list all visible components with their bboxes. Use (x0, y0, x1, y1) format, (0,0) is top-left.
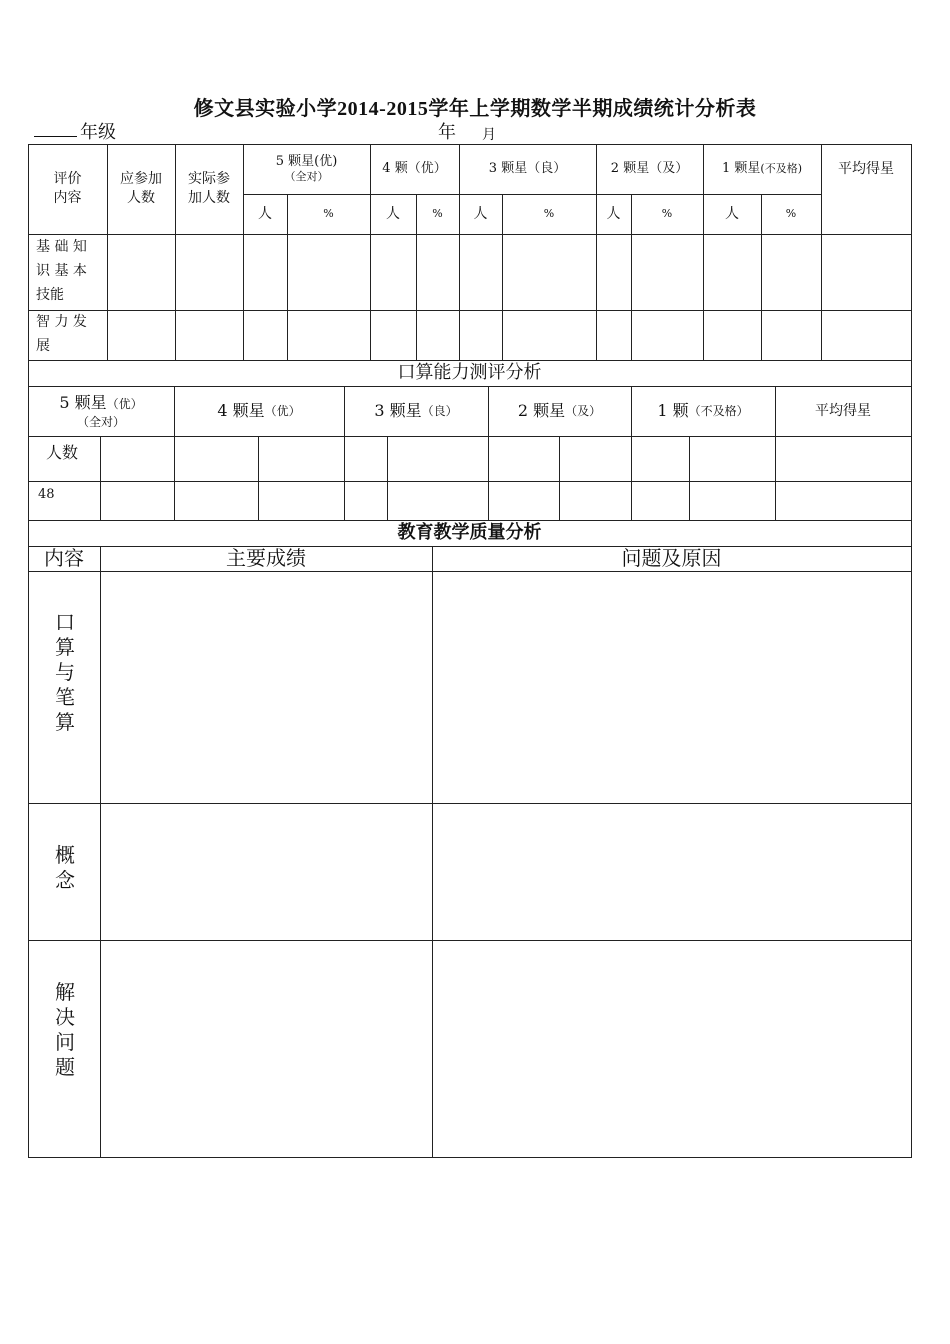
oral-star3-label: 3 颗星 (374, 401, 422, 421)
grade-label: 年级 (80, 122, 116, 143)
subheader-star3-person: 人 (473, 205, 488, 222)
quality-row-oral-written: 口 算 与 笔 算 (55, 610, 75, 734)
oral-row-count-label: 人数 (46, 443, 79, 462)
oral-star4-note: （优） (264, 403, 301, 418)
quality-col-content: 内容 (44, 546, 84, 570)
oral-star1-note: （不及格） (688, 403, 749, 418)
header-star3: 3 颗星（良） (488, 161, 567, 177)
oral-star2-note: （及） (565, 403, 602, 418)
quality-col-problems: 问题及原因 (621, 546, 722, 570)
subheader-star1-person: 人 (725, 205, 739, 222)
header-should-attend: 应参加 人数 (120, 171, 162, 206)
oral-star5-note-b: （全对） (76, 414, 125, 429)
header-star4: 4 颗（优） (382, 161, 447, 177)
oral-section-title: 口算能力测评分析 (397, 361, 542, 383)
oral-header-star1 (631, 386, 775, 436)
subheader-star3-percent: % (543, 206, 555, 220)
header-star1-note: (不及格) (760, 161, 802, 175)
quality-section-title: 教育教学质量分析 (397, 521, 542, 543)
problems-field-problem-solving[interactable] (433, 941, 910, 1156)
subheader-star4-person: 人 (386, 205, 400, 222)
header-star5-note: （全对） (284, 170, 329, 184)
subheader-star5-percent: % (323, 206, 334, 220)
oral-header-average: 平均得星 (815, 402, 871, 419)
oral-header-star4 (174, 386, 344, 436)
grade-blank-line[interactable] (34, 136, 77, 137)
problems-field-concepts[interactable] (433, 804, 910, 939)
subheader-star2-percent: % (661, 206, 673, 220)
row-label-basic-skills: 基 础 知 识 基 本 技能 (36, 239, 87, 303)
header-star5-label: 5 颗星(优) (275, 153, 338, 169)
problems-field-oral-written[interactable] (433, 572, 910, 802)
oral-star5-note-a: （优） (106, 397, 143, 412)
oral-star3-note: （良） (421, 403, 458, 418)
quality-col-achievement: 主要成绩 (226, 546, 306, 570)
subheader-star1-percent: % (785, 206, 797, 220)
page-title: 修文县实验小学2014-2015学年上学期数学半期成绩统计分析表 (193, 98, 757, 120)
oral-header-star2 (488, 386, 631, 436)
year-label: 年 (438, 122, 456, 143)
subheader-star2-person: 人 (606, 205, 621, 222)
achievement-field-problem-solving[interactable] (101, 941, 431, 1156)
header-star1 (703, 144, 821, 194)
header-average-stars: 平均得星 (838, 160, 894, 177)
month-label: 月 (482, 127, 496, 143)
row-label-intellectual-development: 智 力 发 展 (36, 314, 87, 354)
subheader-star5-person: 人 (258, 205, 272, 222)
oral-star2-label: 2 颗星 (517, 401, 566, 421)
header-actual-attend: 实际参 加人数 (188, 171, 230, 206)
subheader-star4-percent: % (432, 206, 443, 220)
oral-row-value-label: 48 (38, 487, 55, 502)
quality-row-problem-solving: 解 决 问 题 (55, 980, 75, 1079)
achievement-field-oral-written[interactable] (101, 572, 431, 802)
oral-star4-label: 4 颗星 (217, 401, 265, 421)
oral-header-star3 (344, 386, 488, 436)
header-star2: 2 颗星（及） (610, 161, 689, 177)
header-eval-content: 评价 内容 (53, 171, 82, 206)
oral-star1-label: 1 颗 (657, 401, 689, 421)
achievement-field-concepts[interactable] (101, 804, 431, 939)
header-star5 (243, 144, 370, 194)
quality-row-concepts: 概 念 (55, 843, 75, 892)
oral-header-star5 (28, 386, 174, 436)
oral-star5-label: 5 颗星 (59, 393, 107, 413)
header-star1-label: 1 颗星 (722, 161, 761, 177)
